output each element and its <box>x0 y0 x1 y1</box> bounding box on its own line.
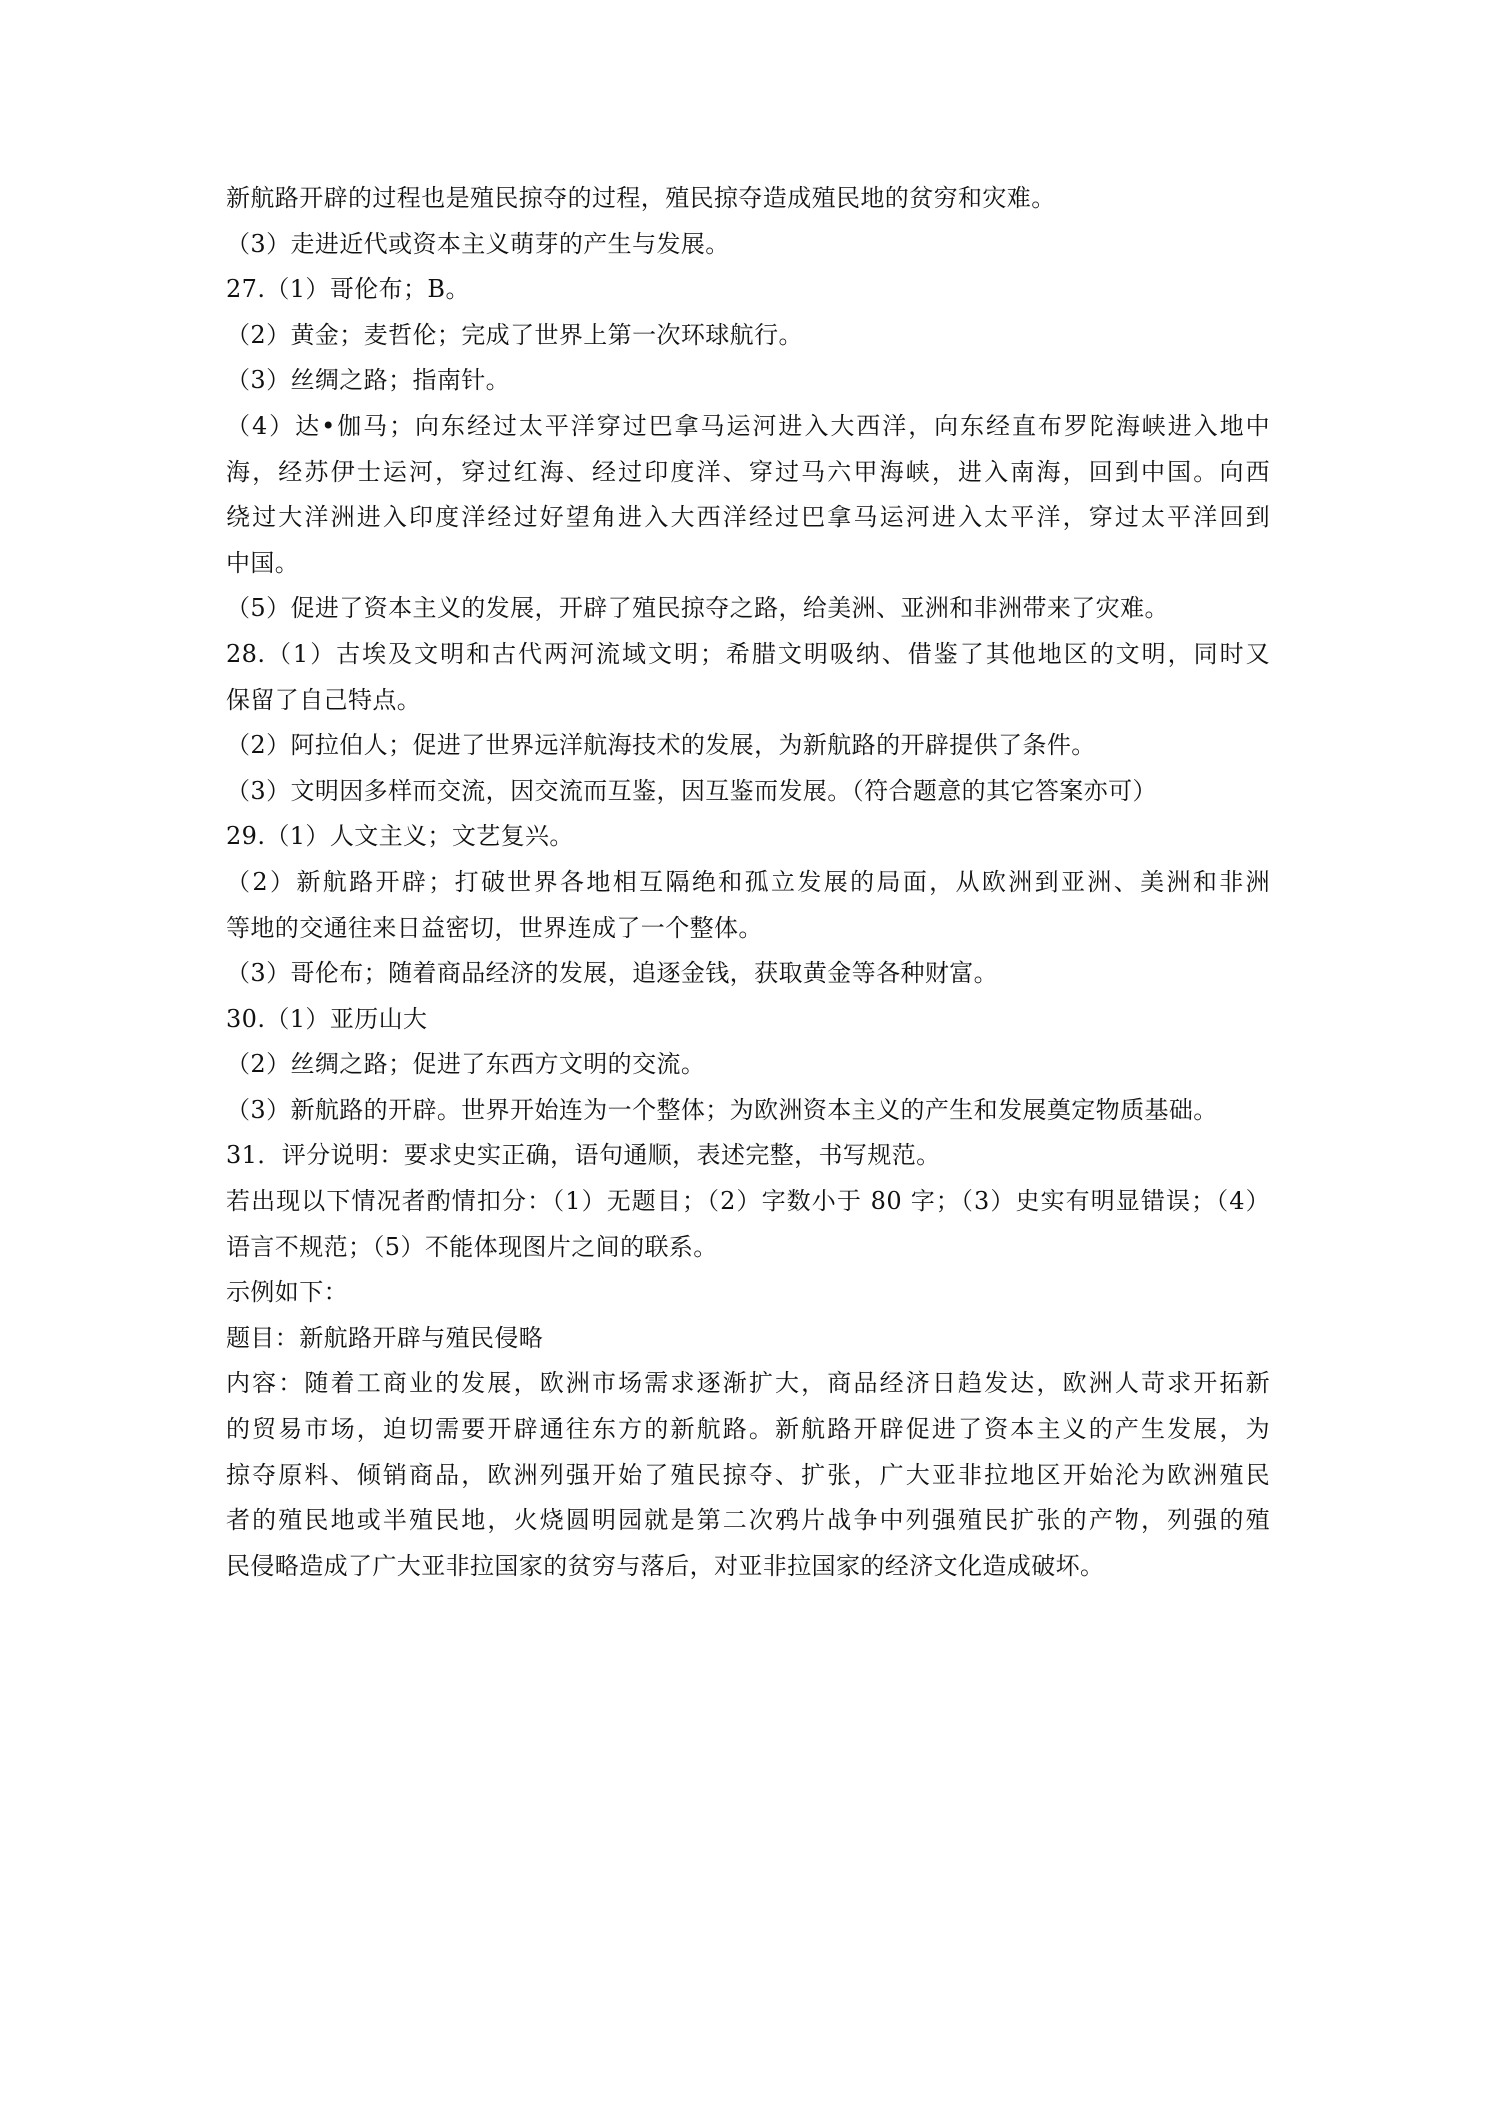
text-line: 保留了自己特点。 <box>226 685 422 714</box>
text-line: 29.（1）人文主义；文艺复兴。 <box>226 822 574 851</box>
text-line: 海，经苏伊士运河，穿过红海、经过印度洋、穿过马六甲海峡，进入南海，回到中国。向西 <box>226 457 1270 486</box>
text-line: （3）丝绸之路；指南针。 <box>226 366 511 395</box>
text-line: 内容：随着工商业的发展，欧洲市场需求逐渐扩大，商品经济日趋发达，欧洲人苛求开拓新 <box>226 1369 1270 1398</box>
text-line: （2）黄金；麦哲伦；完成了世界上第一次环球航行。 <box>226 320 803 349</box>
text-line: 中国。 <box>226 548 300 577</box>
text-line: （2）新航路开辟；打破世界各地相互隔绝和孤立发展的局面，从欧洲到亚洲、美洲和非洲 <box>226 867 1270 896</box>
text-line: （5）促进了资本主义的发展，开辟了殖民掠夺之路，给美洲、亚洲和非洲带来了灾难。 <box>226 594 1169 623</box>
text-line: （3）文明因多样而交流，因交流而互鉴，因互鉴而发展。（符合题意的其它答案亦可） <box>226 776 1157 805</box>
text-line: 的贸易市场，迫切需要开辟通往东方的新航路。新航路开辟促进了资本主义的产生发展，为 <box>226 1415 1270 1444</box>
text-line: （4）达•伽马；向东经过太平洋穿过巴拿马运河进入大西洋，向东经直布罗陀海峡进入地中 <box>226 411 1270 440</box>
text-line: 27.（1）哥伦布；B。 <box>226 275 470 304</box>
text-line: 28.（1）古埃及文明和古代两河流域文明；希腊文明吸纳、借鉴了其他地区的文明，同时又 <box>226 639 1270 668</box>
answer-text-block <box>226 176 1270 1589</box>
text-line: （2）阿拉伯人；促进了世界远洋航海技术的发展，为新航路的开辟提供了条件。 <box>226 731 1096 760</box>
text-line: 等地的交通往来日益密切，世界连成了一个整体。 <box>226 913 763 942</box>
text-line: （3）走进近代或资本主义萌芽的产生与发展。 <box>226 229 730 258</box>
text-line: 30.（1）亚历山大 <box>226 1004 428 1033</box>
text-line: 若出现以下情况者酌情扣分：（1）无题目；（2）字数小于 80 字；（3）史实有明显错误；（4） <box>226 1187 1270 1216</box>
text-line: 者的殖民地或半殖民地，火烧圆明园就是第二次鸦片战争中列强殖民扩张的产物，列强的殖 <box>226 1506 1270 1535</box>
text-line: （3）哥伦布；随着商品经济的发展，追逐金钱，获取黄金等各种财富。 <box>226 959 999 988</box>
text-line: 民侵略造成了广大亚非拉国家的贫穷与落后，对亚非拉国家的经济文化造成破坏。 <box>226 1551 1105 1580</box>
text-line: 绕过大洋洲进入印度洋经过好望角进入大西洋经过巴拿马运河进入太平洋，穿过太平洋回到 <box>226 503 1270 532</box>
text-line: 语言不规范；（5）不能体现图片之间的联系。 <box>226 1232 718 1261</box>
text-line: 掠夺原料、倾销商品，欧洲列强开始了殖民掠夺、扩张，广大亚非拉地区开始沦为欧洲殖民 <box>226 1460 1270 1489</box>
text-line: （2）丝绸之路；促进了东西方文明的交流。 <box>226 1050 706 1079</box>
text-line: 示例如下： <box>226 1278 348 1307</box>
text-line: （3）新航路的开辟。世界开始连为一个整体；为欧洲资本主义的产生和发展奠定物质基础。 <box>226 1095 1218 1124</box>
text-line: 新航路开辟的过程也是殖民掠夺的过程，殖民掠夺造成殖民地的贫穷和灾难。 <box>226 184 1056 212</box>
text-line: 31．评分说明：要求史实正确，语句通顺，表述完整，书写规范。 <box>226 1141 941 1170</box>
text-line: 题目：新航路开辟与殖民侵略 <box>226 1323 544 1352</box>
